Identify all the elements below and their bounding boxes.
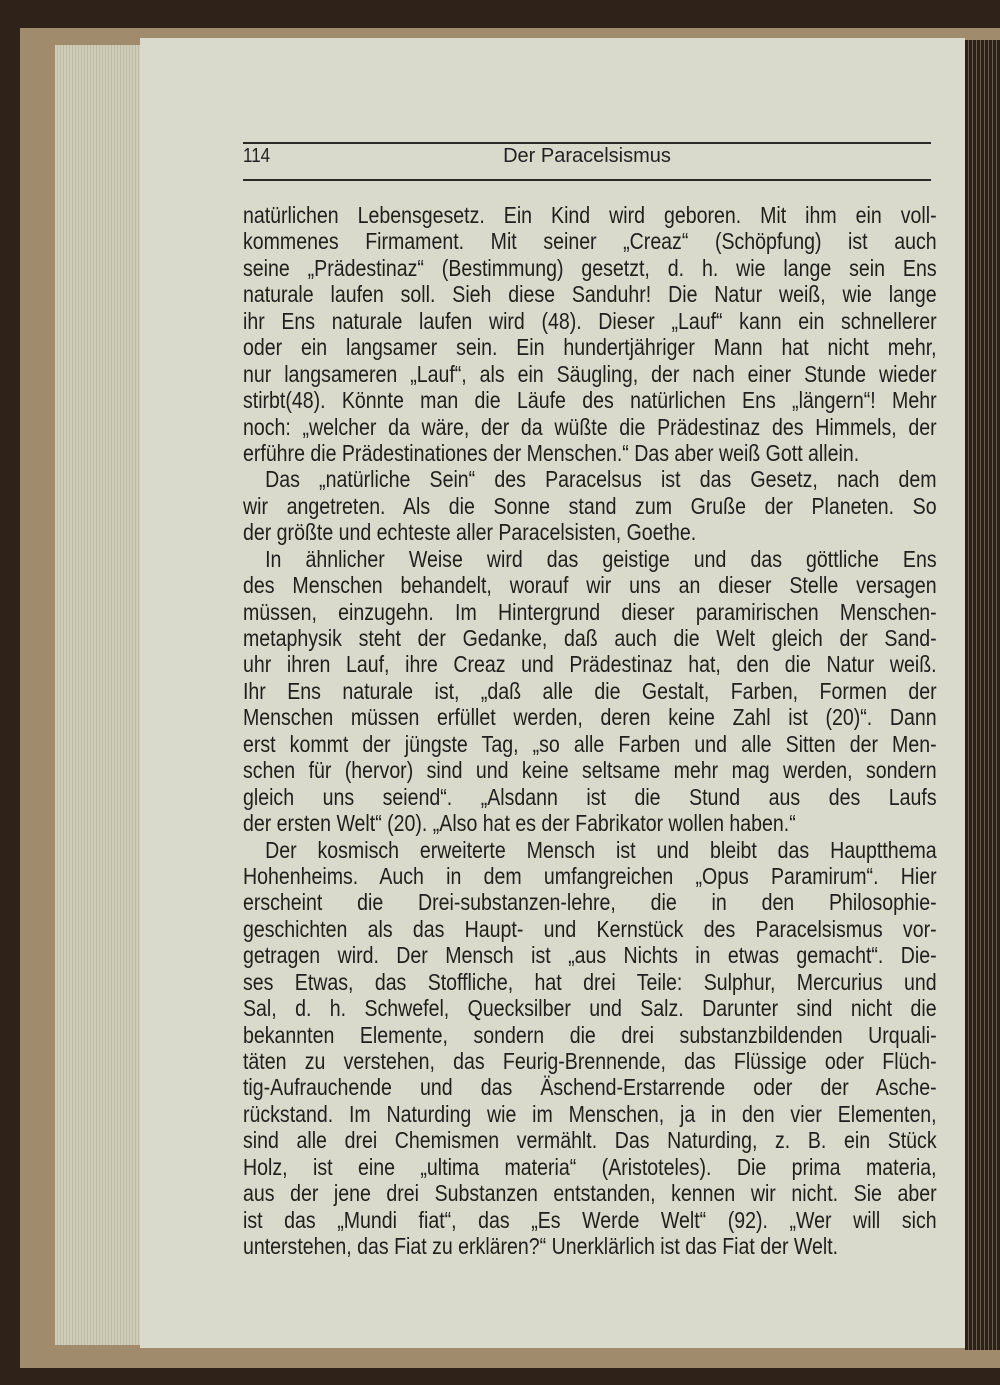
text-line: tig-Aufrauchende und das Äschend-Erstarrende oder der Asche-: [243, 1074, 937, 1101]
text-line: getragen wird. Der Mensch ist „aus Nichts in etwas gemacht“. Die-: [243, 942, 937, 969]
text-line: naturale laufen soll. Sieh diese Sanduhr! Die Natur weiß, wie lange: [243, 281, 937, 308]
text-line: gleich uns seiend“. „Alsdann ist die Stund aus des Laufs: [243, 783, 937, 810]
text-line: der größte und echteste aller Paracelsisten, Goethe.: [243, 519, 697, 546]
text-line: ihr Ens naturale laufen wird (48). Dieser „Lauf“ kann ein schnellerer: [243, 307, 937, 334]
header-rule-top: [243, 142, 931, 144]
text-line: uhr ihren Lauf, ihre Creaz und Prädestinaz hat, den die Natur weiß.: [243, 651, 937, 678]
text-line: stirbt(48). Könnte man die Läufe des natürlichen Ens „längern“! Mehr: [243, 387, 937, 414]
text-line: In ähnlicher Weise wird das geistige und das göttliche Ens: [265, 545, 937, 572]
text-line: erführe die Prädestinationes der Menschen.“ Das aber weiß Gott allein.: [243, 439, 860, 466]
running-title: Der Paracelsismus: [503, 145, 671, 167]
text-line: ist das „Mundi fiat“, das „Es Werde Welt“ (92). „Wer will sich: [243, 1206, 937, 1233]
text-line: schen für (hervor) sind und keine seltsame mehr mag werden, sondern: [243, 757, 937, 784]
text-line: Holz, ist eine „ultima materia“ (Aristoteles). Die prima materia,: [243, 1153, 937, 1180]
text-line: metaphysik steht der Gedanke, daß auch die Welt gleich der Sand-: [243, 625, 937, 651]
text-line: des Menschen behandelt, worauf wir uns an dieser Stelle versagen: [243, 572, 937, 599]
text-line: Ihr Ens naturale ist, „daß alle die Gestalt, Farben, Formen der: [243, 677, 937, 704]
text-line: natürlichen Lebensgesetz. Ein Kind wird geboren. Mit ihm ein voll-: [243, 202, 937, 228]
text-line: bekannten Elemente, sondern die drei substanzbildenden Urquali-: [243, 1021, 937, 1048]
text-line: Das „natürliche Sein“ des Paracelsus ist das Gesetz, nach dem: [265, 466, 937, 493]
header-rule-bottom: [243, 179, 931, 181]
text-line: aus der jene drei Substanzen entstanden, kennen wir nicht. Sie aber: [243, 1180, 937, 1207]
text-line: rückstand. Im Naturding wie im Menschen, ja in den vier Elementen,: [243, 1100, 937, 1127]
text-line: Sal, d. h. Schwefel, Quecksilber und Salz. Darunter sind nicht die: [243, 995, 937, 1022]
text-line: Hohenheims. Auch in dem umfangreichen „Opus Paramirum“. Hier: [243, 862, 937, 889]
text-line: sind alle drei Chemismen vermählt. Das Naturding, z. B. ein Stück: [243, 1127, 937, 1154]
body-text: [243, 202, 1000, 1260]
text-line: Menschen müssen erfüllet werden, deren keine Zahl ist (20)“. Dann: [243, 704, 937, 731]
text-line: Der kosmisch erweiterte Mensch ist und bleibt das Hauptthema: [265, 836, 937, 863]
text-line: müssen, einzugehn. Im Hintergrund dieser paramirischen Menschen-: [243, 598, 937, 625]
text-line: oder ein langsamer sein. Ein hundertjähriger Mann hat nicht mehr,: [243, 334, 937, 361]
text-line: täten zu verstehen, das Feurig-Brennende, das Flüssige oder Flüch-: [243, 1048, 937, 1074]
text-line: wir angetreten. Als die Sonne stand zum Gruße der Planeten. So: [243, 492, 937, 519]
text-line: unterstehen, das Fiat zu erklären?“ Unerklärlich ist das Fiat der Welt.: [243, 1233, 839, 1260]
text-line: nur langsameren „Lauf“, als ein Säugling, der nach einer Stunde wieder: [243, 360, 937, 387]
text-line: noch: „welcher da wäre, der da wüßte die Prädestinaz des Himmels, der: [243, 413, 937, 440]
text-line: kommenes Firmament. Mit seiner „Creaz“ (Schöpfung) ist auch: [243, 228, 937, 255]
page-number: 114: [243, 145, 271, 167]
page-stack-edge: [55, 45, 145, 1345]
text-line: seine „Prädestinaz“ (Bestimmung) gesetzt, d. h. wie lange sein Ens: [243, 254, 937, 281]
text-line: ses Etwas, das Stoffliche, hat drei Teile: Sulphur, Mercurius und: [243, 968, 937, 995]
text-line: der ersten Welt“ (20). „Also hat es der Fabrikator wollen haben.“: [243, 810, 796, 837]
text-line: erscheint die Drei-substanzen-lehre, die in den Philosophie-: [243, 889, 937, 916]
text-line: erst kommt der jüngste Tag, „so alle Farben und alle Sitten der Men-: [243, 730, 937, 757]
text-line: geschichten als das Haupt- und Kernstück des Paracelsismus vor-: [243, 915, 937, 942]
